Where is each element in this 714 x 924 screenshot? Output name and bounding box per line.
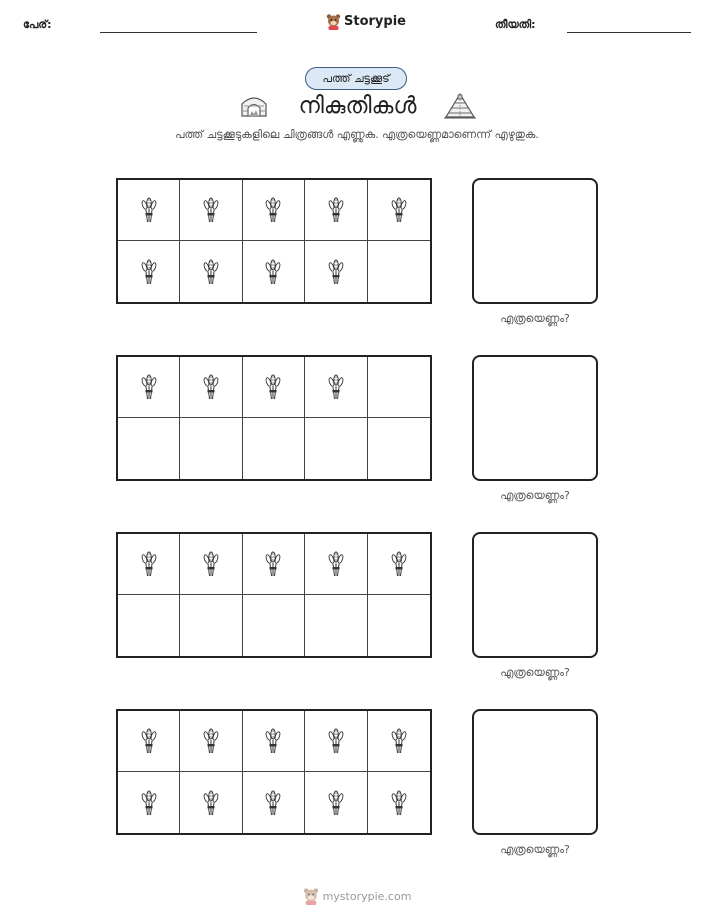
wheat-bundle-icon <box>264 259 282 285</box>
footer-url: mystorypie.com <box>322 889 412 903</box>
ten-frame-2 <box>116 355 432 481</box>
count-prompt-1: എത്രയെണ്ണം? <box>500 312 570 325</box>
ten-frame-cell <box>243 772 305 833</box>
ten-frame-4 <box>116 709 432 835</box>
ten-frame-cell <box>368 595 430 656</box>
page-title: നികുതികൾ <box>298 93 417 119</box>
wheat-bundle-icon <box>202 728 220 754</box>
ten-frame-cell <box>180 357 242 418</box>
ten-frame-cell <box>118 241 180 302</box>
count-prompt-2: എത്രയെണ്ണം? <box>500 489 570 502</box>
wheat-bundle-icon <box>202 197 220 223</box>
ten-frame-cell <box>305 534 367 595</box>
ten-frame-cell <box>368 534 430 595</box>
ten-frame-cell <box>180 711 242 772</box>
ten-frame-cell <box>305 241 367 302</box>
bear-mascot-icon <box>326 13 341 30</box>
ten-frame-cell <box>118 711 180 772</box>
ten-frame-cell <box>118 595 180 656</box>
name-line[interactable] <box>100 32 257 33</box>
wheat-bundle-icon <box>202 374 220 400</box>
ten-frame-cell <box>305 357 367 418</box>
ten-frame-cell <box>180 180 242 241</box>
ten-frame-cell <box>243 180 305 241</box>
ten-frame-cell <box>243 418 305 479</box>
count-prompt-3: എത്രയെണ്ണം? <box>500 666 570 679</box>
brand-name: Storypie <box>344 14 406 29</box>
brand-logo <box>326 13 406 30</box>
wheat-bundle-icon <box>202 790 220 816</box>
ten-frame-1 <box>116 178 432 304</box>
wheat-bundle-icon <box>264 551 282 577</box>
wheat-bundle-icon <box>264 197 282 223</box>
ten-frame-cell <box>243 711 305 772</box>
ten-frame-cell <box>368 772 430 833</box>
ten-frame-cell <box>305 418 367 479</box>
ten-frame-cell <box>305 772 367 833</box>
ten-frame-cell <box>118 772 180 833</box>
worksheet-tag: പത്ത് ചട്ടക്കൂട് <box>305 67 407 90</box>
wheat-bundle-icon <box>327 790 345 816</box>
ten-frame-cell <box>180 772 242 833</box>
ten-frame-cell <box>368 241 430 302</box>
ten-frame-cell <box>305 711 367 772</box>
ten-frame-cell <box>118 418 180 479</box>
ten-frame-3 <box>116 532 432 658</box>
wheat-bundle-icon <box>327 374 345 400</box>
count-prompt-4: എത്രയെണ്ണം? <box>500 843 570 856</box>
ten-frame-cell <box>243 241 305 302</box>
wheat-bundle-icon <box>140 551 158 577</box>
answer-box-3[interactable] <box>472 532 598 658</box>
ten-frame-cell <box>368 711 430 772</box>
wheat-bundle-icon <box>140 790 158 816</box>
ten-frame-cell <box>243 595 305 656</box>
ten-frame-cell <box>368 357 430 418</box>
instructions: പത്ത് ചട്ടക്കൂടുകളിലെ ചിത്രങ്ങൾ എണ്ണുക. എത്രയെണ്ണമാണെന്ന് എഴുതുക. <box>175 128 539 141</box>
ten-frame-cell <box>180 595 242 656</box>
ten-frame-cell <box>368 418 430 479</box>
pyramid-icon <box>443 92 477 120</box>
wheat-bundle-icon <box>390 728 408 754</box>
wheat-bundle-icon <box>327 197 345 223</box>
bear-mascot-icon <box>303 887 319 905</box>
date-label: തീയതി: <box>495 18 536 31</box>
date-line[interactable] <box>567 32 691 33</box>
wheat-bundle-icon <box>264 790 282 816</box>
wheat-bundle-icon <box>327 259 345 285</box>
wheat-bundle-icon <box>202 259 220 285</box>
wheat-bundle-icon <box>140 728 158 754</box>
ten-frame-cell <box>180 534 242 595</box>
ten-frame-cell <box>118 534 180 595</box>
answer-box-4[interactable] <box>472 709 598 835</box>
wheat-bundle-icon <box>327 551 345 577</box>
ten-frame-cell <box>305 180 367 241</box>
name-label: പേര്: <box>23 18 52 31</box>
wheat-bundle-icon <box>140 259 158 285</box>
ten-frame-cell <box>243 357 305 418</box>
wheat-bundle-icon <box>140 374 158 400</box>
wheat-bundle-icon <box>327 728 345 754</box>
wheat-bundle-icon <box>390 197 408 223</box>
ten-frame-cell <box>180 418 242 479</box>
footer <box>0 887 714 905</box>
answer-box-1[interactable] <box>472 178 598 304</box>
oven-icon <box>240 94 268 118</box>
wheat-bundle-icon <box>390 551 408 577</box>
ten-frame-cell <box>118 357 180 418</box>
wheat-bundle-icon <box>140 197 158 223</box>
ten-frame-cell <box>243 534 305 595</box>
ten-frame-cell <box>305 595 367 656</box>
ten-frame-cell <box>180 241 242 302</box>
wheat-bundle-icon <box>390 790 408 816</box>
ten-frame-cell <box>118 180 180 241</box>
wheat-bundle-icon <box>264 374 282 400</box>
wheat-bundle-icon <box>202 551 220 577</box>
answer-box-2[interactable] <box>472 355 598 481</box>
wheat-bundle-icon <box>264 728 282 754</box>
ten-frame-cell <box>368 180 430 241</box>
